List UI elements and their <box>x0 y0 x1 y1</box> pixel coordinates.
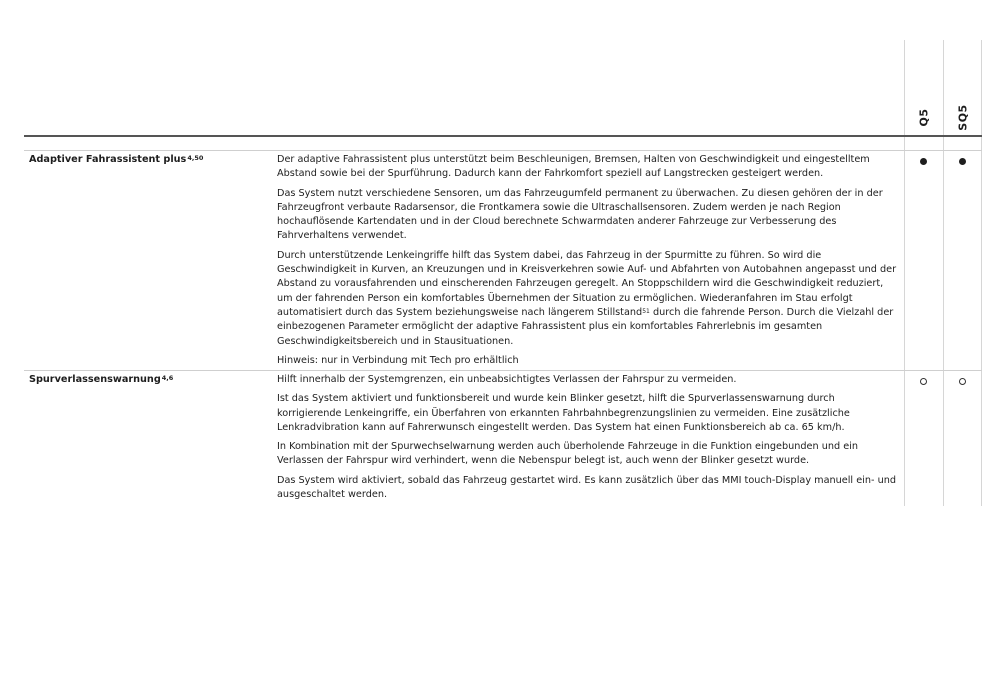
standard-equipment-dot-sq5 <box>959 158 966 165</box>
column-header-sq5-label: SQ5 <box>956 103 970 131</box>
feature-name: Adaptiver Fahrassistent plus$^{4,50}$ <box>29 154 204 165</box>
footnote-ref: 4,50 <box>187 154 204 162</box>
footnote-ref: 51 <box>642 307 650 315</box>
feature-name: Spurverlassenswarnung$^{4,6}$ <box>29 374 174 385</box>
description-note: Hinweis: nur in Verbindung mit Tech pro erhältlich <box>277 354 519 366</box>
description-paragraph: Hilft innerhalb der Systemgrenzen, ein unbeabsichtigtes Verlassen der Fahrspur zu vermeiden. <box>277 374 737 385</box>
feature-description <box>277 153 899 373</box>
optional-equipment-circle-q5 <box>920 378 927 385</box>
column-header-q5-label: Q5 <box>917 107 931 127</box>
description-paragraph: Durch unterstützende Lenkeingriffe hilft das System dabei, das Fahrzeug in der Spurmitte zu führen. So wird die Geschwindigkeit in Kurven, an Kreuzungen und in Kreisverkehren sowie Auf- und Abfahrten von Autobahnen angepasst und der Abstand zu vorausfahrenden und einscherenden Fahrzeugen geregelt. An Stoppschildern wird die Geschwindigkeit reduziert, um der fahrenden Person ein komfortables Übernehmen der Situation zu ermöglichen. Wiederanfahren im Stau erfolgt automatisiert durch das System beziehungsweise nach längerem Stillstand$^{51}$ durch die fahrende Person. Durch die Vielzahl der einbezogenen Parameter ermöglicht der adaptive Fahrassistent plus ein komfortables Fahrerlebnis im gesamten Geschwindigkeitsbereich und in Stausituationen. <box>277 249 897 347</box>
column-header-sq5 <box>953 102 973 132</box>
table-row-adaptiver-fahrassistent <box>24 151 982 370</box>
description-paragraph: Das System nutzt verschiedene Sensoren, um das Fahrzeugumfeld permanent zu überwachen. Zu diesen gehören der in der Fahrzeugfront verbaute Radarsensor, die Frontkamera sowie die Ultraschallsensoren. Zudem werden je nach Region hochauflösende Kartendaten und in der Cloud berechnete Schwarmdaten anderer Fahrzeuge zur Verbesserung des Fahrverhaltens verwendet. <box>277 187 883 242</box>
description-paragraph: Das System wird aktiviert, sobald das Fahrzeug gestartet wird. Es kann zusätzlich über das MMI touch-Display manuell ein- und ausgeschaltet werden. <box>277 474 897 501</box>
description-paragraph: Der adaptive Fahrassistent plus unterstützt beim Beschleunigen, Bremsen, Halten von Geschwindigkeit und eingestelltem Abstand sowie bei der Spurführung. Dadurch kann der Fahrkomfort speziell auf Langstrecken gesteigert werden. <box>277 154 870 180</box>
column-header-q5 <box>914 102 934 132</box>
description-paragraph: Ist das System aktiviert und funktionsbereit und wurde kein Blinker gesetzt, hilft die Spurverlassenswarnung durch korrigierende Lenkeingriffe, ein Überfahren von erkannten Fahrbahnbegrenzungslinien zu vermeiden. Eine zusätzliche Lenkradvibration kann auf Fahrerwunsch eingestellt werden. Das System hat einen Funktionsbereich ab ca. 65 km/h. <box>277 393 850 433</box>
header-rule <box>24 135 982 137</box>
table-row-spurverlassenswarnung <box>24 371 982 506</box>
optional-equipment-circle-sq5 <box>959 378 966 385</box>
footnote-ref: 4,6 <box>161 374 174 382</box>
description-paragraph: In Kombination mit der Spurwechselwarnung werden auch überholende Fahrzeuge in die Funktion eingebunden und ein Verlassen der Fahrspur wird verhindert, wenn die Nebenspur belegt ist, auch wenn der Blinker gesetzt wurde. <box>277 441 859 467</box>
feature-description <box>277 373 899 507</box>
standard-equipment-dot-q5 <box>920 158 927 165</box>
